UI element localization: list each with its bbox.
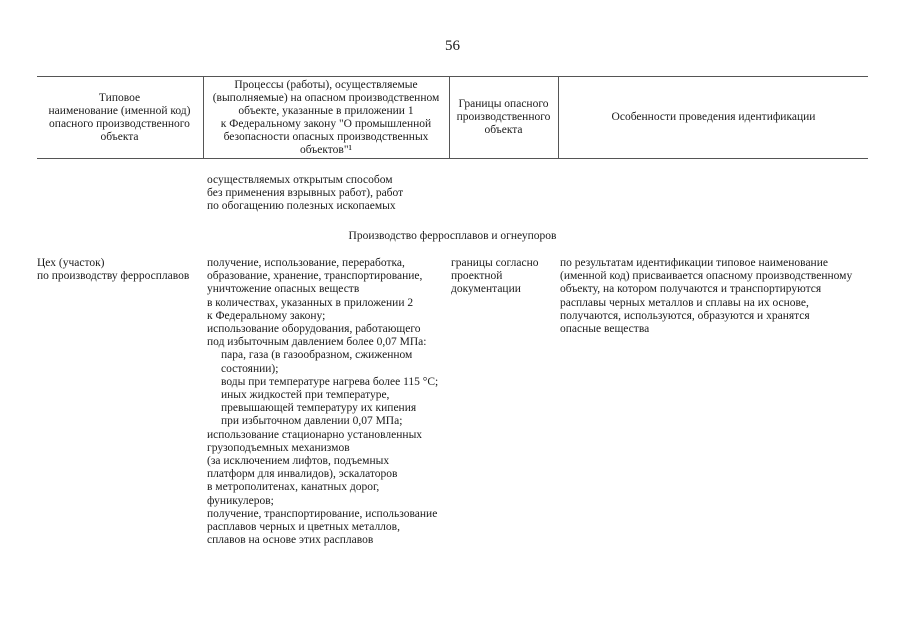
row-identification: по результатам идентификации типовое наименование (именной код) присваивается опасному производственному объекту, на котором получаются и транспортируются расплавы черных металлов и сплавы на их основе, получаются, используются, образуются и хранятся опасные вещества (560, 257, 853, 336)
continuation-text: осуществляемых открытым способом без применения взрывных работ), работ по обогащению полезных ископаемых (207, 174, 404, 213)
process-line: платформ для инвалидов), эскалаторов (207, 468, 398, 481)
process-line: уничтожение опасных веществ (207, 283, 360, 296)
process-line: использование стационарно установленных (207, 428, 423, 441)
process-line: к Федеральному закону; (207, 309, 326, 322)
process-line: под избыточным давлением более 0,07 МПа: (207, 336, 427, 349)
header-processes: Процессы (работы), осуществляемые (выполняемые) на опасном производственном объекте, указанные в приложении 1 к Федеральному закону "О промышленной безопасности опасных производственных объектов"¹ (203, 77, 448, 158)
header-object-name: Типовое наименование (именной код) опасного производственного объекта (48, 91, 191, 143)
process-line: использование оборудования, работающего (207, 323, 421, 336)
table-header (37, 76, 868, 159)
process-line: в метрополитенах, канатных дорог, (207, 481, 380, 494)
process-line: расплавов черных и цветных металлов, (207, 521, 400, 534)
process-line: воды при температуре нагрева более 115 °C; (221, 375, 439, 388)
header-identification: Особенности проведения идентификации (558, 77, 868, 158)
process-line: грузоподъемных механизмов (207, 441, 350, 454)
process-line: пара, газа (в газообразном, сжиженном (221, 349, 413, 362)
process-line: сплавов на основе этих расплавов (207, 534, 374, 547)
row-boundaries: границы согласно проектной документации (451, 257, 539, 296)
process-line: превышающей температуру их кипения (221, 402, 417, 415)
process-line: при избыточном давлении 0,07 МПа; (221, 415, 403, 428)
row-object-name: Цех (участок) по производству ферросплавов (37, 257, 190, 283)
row-processes (207, 257, 452, 547)
process-line: (за исключением лифтов, подъемных (207, 455, 390, 468)
process-line: образование, хранение, транспортирование, (207, 270, 423, 283)
process-line: фуникулеров; (207, 494, 274, 507)
process-line: состоянии); (221, 362, 279, 375)
section-title: Производство ферросплавов и огнеупоров (348, 230, 557, 242)
process-line: в количествах, указанных в приложении 2 (207, 296, 414, 309)
process-line: получение, использование, переработка, (207, 257, 405, 269)
process-line: иных жидкостей при температуре, (221, 389, 390, 402)
process-line: получение, транспортирование, использование (207, 507, 438, 520)
page-number: 56 (445, 38, 460, 54)
header-boundaries: Границы опасного производственного объекта (449, 77, 557, 158)
